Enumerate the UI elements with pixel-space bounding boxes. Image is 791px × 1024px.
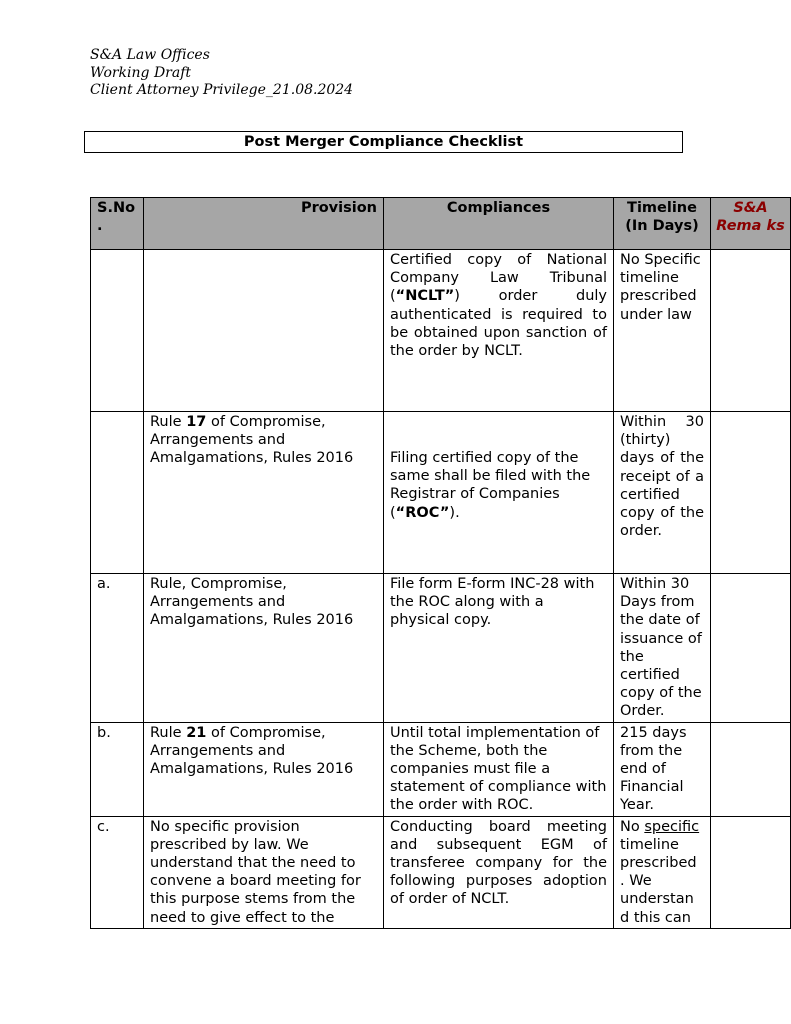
cell-sno: b.: [91, 722, 144, 816]
cell-remarks: [711, 722, 791, 816]
table-row: [91, 574, 791, 723]
cell-compliances: Conducting board meeting and subsequent EGM of transferee company for the following purposes adoption of order of NCLT.: [384, 816, 614, 928]
checklist-table: [90, 197, 791, 929]
table-header-row: [91, 198, 791, 250]
cell-timeline: Within 30 (thirty) days of the receipt of a certified copy of the order.: [614, 412, 711, 574]
header-remarks: S&A Rema ks: [711, 198, 791, 250]
cell-sno: a.: [91, 574, 144, 723]
header-provision: Provision: [144, 198, 384, 250]
cell-provision: No specific provision prescribed by law. We understand that the need to convene a board meeting for this purpose stems from the need to give effect to the: [144, 816, 384, 928]
cell-remarks: [711, 816, 791, 928]
table-row: [91, 722, 791, 816]
header-sno: S.No .: [91, 198, 144, 250]
cell-sno: [91, 250, 144, 412]
cell-timeline: No specific timeline prescribed . We understan d this can: [614, 816, 711, 928]
draft-status: Working Draft: [90, 64, 192, 81]
cell-remarks: [711, 574, 791, 723]
cell-compliances: File form E-form INC-28 with the ROC along with a physical copy.: [384, 574, 614, 723]
cell-timeline: Within 30 Days from the date of issuance of the certified copy of the Order.: [614, 574, 711, 723]
cell-timeline: 215 days from the end of Financial Year.: [614, 722, 711, 816]
cell-provision: [144, 250, 384, 412]
table-row: [91, 412, 791, 574]
cell-provision: Rule 21 of Compromise, Arrangements and Amalgamations, Rules 2016: [144, 722, 384, 816]
cell-timeline: No Specific timeline prescribed under law: [614, 250, 711, 412]
table-row: [91, 250, 791, 412]
cell-sno: [91, 412, 144, 574]
cell-remarks: [711, 250, 791, 412]
header-compliances: Compliances: [384, 198, 614, 250]
checklist-title: Post Merger Compliance Checklist: [84, 131, 683, 153]
checklist-table-container: [90, 197, 785, 927]
cell-sno: c.: [91, 816, 144, 928]
cell-provision: Rule 17 of Compromise, Arrangements and Amalgamations, Rules 2016: [144, 412, 384, 574]
document-header: [90, 47, 353, 100]
cell-remarks: [711, 412, 791, 574]
cell-compliances: Until total implementation of the Scheme, both the companies must file a statement of compliance with the order with ROC.: [384, 722, 614, 816]
table-row: [91, 816, 791, 928]
firm-name: S&A Law Offices: [90, 47, 210, 63]
cell-compliances: Certified copy of National Company Law Tribunal (“NCLT”) order duly authenticated is required to be obtained upon sanction of the order by NCLT.: [384, 250, 614, 412]
cell-compliances: Filing certified copy of the same shall be filed with the Registrar of Companies (“ROC”).: [384, 412, 614, 574]
privilege-note: Client Attorney Privilege_21.08.2024: [90, 82, 354, 98]
cell-provision: Rule, Compromise, Arrangements and Amalgamations, Rules 2016: [144, 574, 384, 723]
header-timeline: Timeline (In Days): [614, 198, 711, 250]
